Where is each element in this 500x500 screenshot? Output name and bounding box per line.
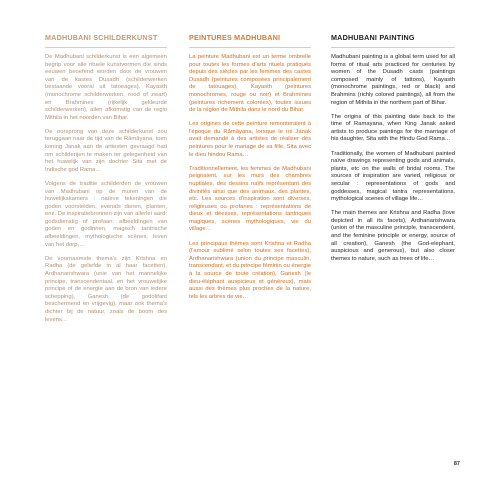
dutch-column xyxy=(45,33,167,331)
dutch-heading: MADHUBANI SCHILDERKUNST xyxy=(45,33,167,48)
dutch-paragraph-2: De oorsprong van deze schilderkunst zou teruggaan naar de tijd van de Râmâyana, toen koning Janak aan de artiesten gevraagd had om schilderijen te maken ter gelegenheid van het huwelijk van zijn dochter Sita met de Indische god Rama… xyxy=(45,128,167,173)
english-paragraph-4: The main themes are Krishna and Radha (love depicted in all its facets), Ardhanarishwara (union of the masculine principle, transcendent, and the feminine principle or energy, source of all creation), Ganesh (the God-elephant, auspicious and generous), but also closer themes to nature, such as trees of life… xyxy=(331,210,455,262)
english-paragraph-3: Traditionally, the women of Madhubani painted naïve drawings representing gods and animals, plants, etc on the walls of bridal rooms. The sources of inspiration are varied, religious or secular : representations of gods and goddesses, magical tantra representations, mythological scenes of village life… xyxy=(331,150,455,203)
dutch-paragraph-1: De Madhubani schilderkunst is een algemeen begrip voor alle rituele kunstvormen die sinds eeuwen beoefend worden door de vrouwen van de kastes Dusadh (schilderwerken bestaande vooral uit tatoeages), Kayasth (monochrome schilderwerken, rood of zwart) en Brahmines (rijkelijk gekleurde schilderwerken), allen afkomstig van de regio Mithila in het noorden van Bihar. xyxy=(45,54,167,121)
french-paragraph-2: Les origines de cette peinture remonteraient à l'époque du Râmâyana, lorsque le roi Janak avait demandé à des artistes de réaliser des peintures pour le mariage de sa fille, Sita avec le dieu hindou Rama… xyxy=(189,121,311,158)
french-paragraph-4: Les principaux thèmes sont Krishna et Radha (l'amour sublimé selon toutes ses facettes), Ardhanarishwara (union du principe masculin, transcendant, et du principe féminin ou énergie à la source de toute création), Ganesh (le dieu-éléphant auspicieux et généreux), mais aussi des thèmes plus proches de la nature, tels les arbres de vie… xyxy=(189,240,311,300)
french-paragraph-1: La peinture Madhubani est un terme ombrelle pour toutes les formes d'arts rituels pratiqués depuis des siècles par les femmes des castes Dusadh (peintures composées principalement de tatouages), Kayasth (peintures monochromes, rouge ou noir) et Brahmines (peintures richement colorées), toutes issues de la région de Mithila dans le nord du Bihar. xyxy=(189,54,311,114)
french-heading: PEINTURES MADHUBANI xyxy=(189,33,311,48)
french-paragraph-3: Traditionnellement, les femmes de Madhubani peignaient, sur les murs des chambres nuptiales, des dessins naïfs représentant des divinités ainsi que des animaux, des plantes, etc. Les sources d'inspiration sont diverses, religieuses ou profanes : représentations de dieux et déesses, représentations tantriques magiques, scènes mythologiques, vie du village… xyxy=(189,165,311,233)
english-column xyxy=(331,33,455,270)
page-number: 87 xyxy=(453,461,460,467)
dutch-paragraph-3: Volgens de traditie schilderden de vrouwen van Madhubani op de muren van de huwelijkskamers : naïeve tekeningen die goden voorstelden, evenals dieren, planten, enz. De inspiratiebronnen zijn van allerlei aard: godsdienstig of profaan: afbeeldingen van goden en godinnen, magisch tantrische afbeeldingen, mythologische scènes, leven van het dorp,… xyxy=(45,180,167,248)
french-column xyxy=(189,33,311,308)
english-paragraph-2: The origins of this painting date back to the time of Ramayana, when King Janak asked artists to produce paintings for the marriage of his daughter, Sita with the Hindu God Rama… xyxy=(331,113,455,143)
dutch-paragraph-4: De voornaamste thema's zijn Krishna en Radha (de geliefde in al haar facetten), Ardhanarishwara (unie van het mannelijke principe, transcendentaal, en het vrouwelijke principe of de energie aan de bron van iedere schepping), Ganesh (de godolifant beschermend en vrijgevig), maar ook thema's dichter bij de natuur, zoals de boom des levens… xyxy=(45,255,167,323)
english-heading: MADHUBANI PAINTING xyxy=(331,33,455,48)
english-paragraph-1: Madhubani painting is a global term used for all forms of ritual arts practiced for centuries by women of the Dusadh casts (paintings composed mainly of tattoos), Kayasth (monochrome paintings, red or black) and Brahmins (richly colored paintings), all from the region of Mithila in the northern part of Bihar. xyxy=(331,54,455,106)
